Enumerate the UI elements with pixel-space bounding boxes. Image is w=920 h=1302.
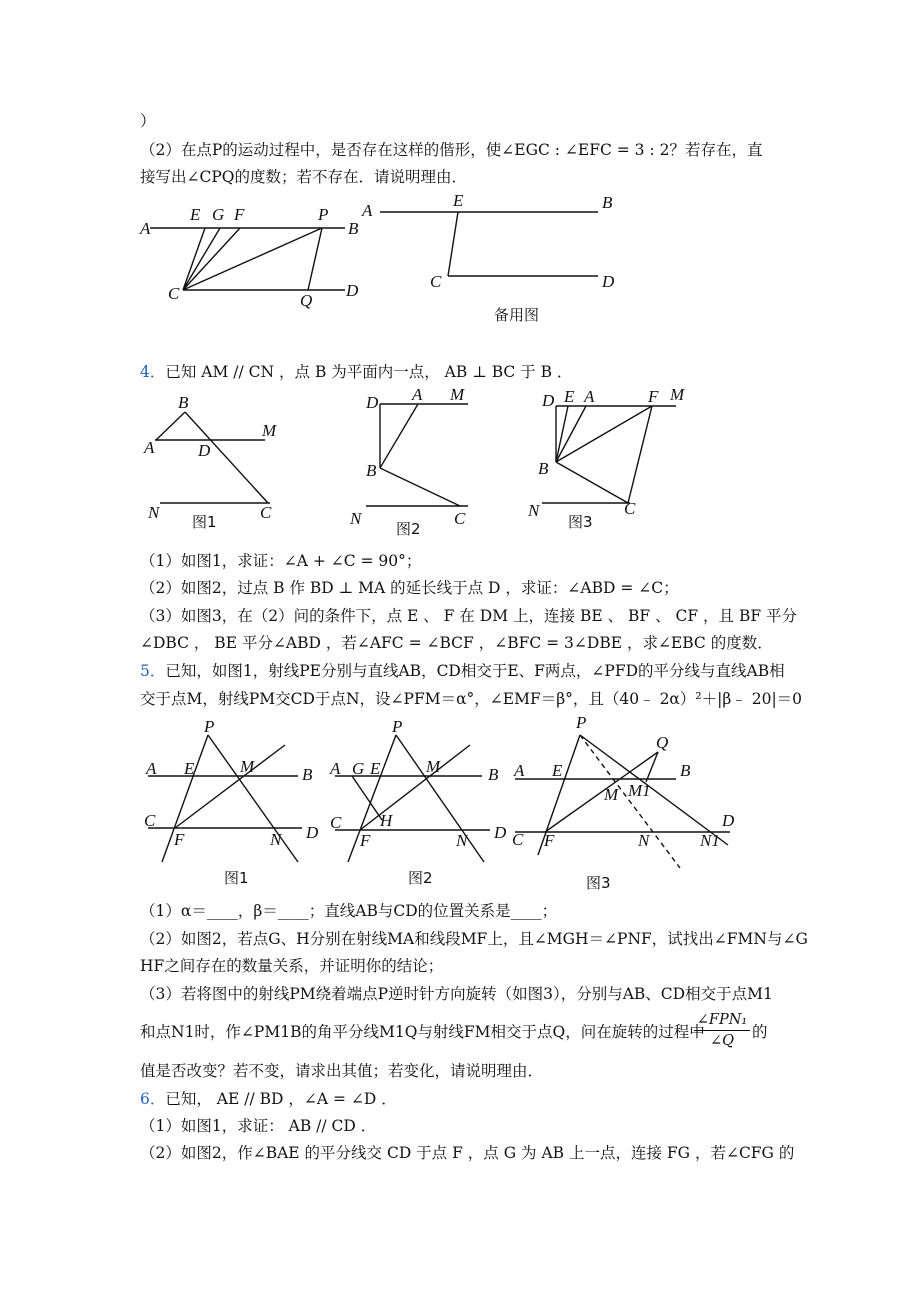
label: D [366, 393, 379, 412]
fraction-denominator: ∠Q [709, 1033, 735, 1049]
label: P [392, 717, 403, 736]
label: A [584, 387, 595, 406]
label: E [552, 761, 563, 780]
label: E [564, 387, 575, 406]
question-6 [140, 1088, 780, 1110]
label: N [148, 503, 160, 522]
text-line: （2）在点P的运动过程中，是否存在这样的偕形，使∠EGC : ∠EFC = 3 : 2？若存在，直 [140, 141, 763, 159]
label: M [670, 385, 685, 404]
label: N [456, 831, 468, 850]
label: P [204, 717, 215, 736]
caption: 图3 [568, 513, 593, 531]
label: A [140, 219, 151, 238]
text-line: （3）如图3，在（2）问的条件下，点 E 、 F 在 DM 上，连接 BE 、 BF 、 CF ，且 BF 平分 [140, 607, 798, 625]
label: B [348, 219, 359, 238]
label: B [680, 761, 691, 780]
fraction-tail: 的 [752, 1023, 768, 1041]
label: Q [300, 291, 313, 310]
question-text: 已知，如图1，射线PE分别与直线AB，CD相交于E、F两点，∠PFD的平分线与直线AB相 [165, 662, 785, 680]
text-line: 和点N1时，作∠PM1B的角平分线M1Q与射线FM相交于点Q，问在旋转的过程中 [140, 1023, 705, 1041]
label: B [538, 459, 549, 478]
label: F [234, 205, 245, 224]
label: P [576, 713, 587, 732]
label: N [350, 509, 362, 528]
text-line: （2）如图2，作∠BAE 的平分线交 CD 于点 F ，点 G 为 AB 上一点，连接 FG ，若∠CFG 的 [140, 1144, 795, 1162]
label: D [494, 823, 507, 842]
label: C [454, 509, 466, 528]
label: B [302, 765, 313, 784]
label: A [146, 759, 157, 778]
fraction-numerator: ∠FPN₁ [694, 1010, 750, 1031]
label: C [260, 503, 272, 522]
label: Q [656, 733, 669, 752]
label: C [624, 499, 636, 518]
caption: 图3 [586, 874, 611, 892]
text-line: （1）如图1，求证：∠A + ∠C = 90°； [140, 552, 422, 570]
label: E [370, 759, 381, 778]
label: B [488, 765, 499, 784]
label: G [352, 759, 365, 778]
question-number: 4． [140, 363, 166, 381]
label: D [542, 391, 555, 410]
fraction [694, 1010, 750, 1051]
text-line: （1）如图1，求证： AB // CD ． [140, 1117, 377, 1135]
label: E [453, 191, 464, 210]
text-line: HF之间存在的数量关系，并证明你的结论； [140, 957, 444, 975]
label: P [318, 205, 329, 224]
label: C [330, 813, 342, 832]
label: B [366, 461, 377, 480]
label: N [270, 830, 282, 849]
label: C [512, 830, 524, 849]
caption: 图1 [224, 869, 249, 887]
label: F [360, 831, 371, 850]
label: A [330, 759, 341, 778]
label: C [430, 272, 442, 291]
label: C [144, 811, 156, 830]
label: A [144, 438, 155, 457]
label: B [178, 393, 189, 412]
text-line: 接写出∠CPQ的度数；若不存在．请说明理由． [140, 168, 467, 186]
caption: 图2 [408, 869, 433, 887]
text-line: 值是否改变？若不变，请求出其值；若变化，请说明理由． [140, 1062, 544, 1080]
caption: 备用图 [494, 306, 540, 324]
text-line: （2）如图2，过点 B 作 BD ⊥ MA 的延长线于点 D ，求证：∠ABD = ∠C； [140, 579, 679, 597]
label: M1 [628, 781, 651, 800]
text-line: ） [140, 112, 156, 130]
question-text: 已知 AM // CN ，点 B 为平面内一点， AB ⊥ BC 于 B ． [165, 363, 573, 381]
label: A [362, 201, 373, 220]
caption: 图2 [396, 520, 421, 538]
question-text: 已知， AE // BD ，∠A = ∠D ． [165, 1090, 397, 1108]
label: B [602, 193, 613, 212]
text-line: （3）若将图中的射线PM绕着端点P逆时针方向旋转（如图3），分别与AB、CD相交于点M1 [140, 985, 773, 1003]
label: D [306, 823, 319, 842]
text-line: ∠DBC ， BE 平分∠ABD ，若∠AFC = ∠BCF ，∠BFC = 3∠DBE ，求∠EBC 的度数． [140, 634, 773, 652]
label: D [198, 441, 211, 460]
text-line: 交于点M，射线PM交CD于点N，设∠PFM＝α°，∠EMF＝β°，且（40﹣ 2α）²＋|β﹣ 20|＝0 [140, 690, 803, 708]
label: F [648, 387, 659, 406]
label: D [602, 272, 615, 291]
label: E [184, 759, 195, 778]
question-number: 6． [140, 1090, 166, 1108]
text-line: （2）如图2，若点G、H分别在射线MA和线段MF上，且∠MGH＝∠PNF，试找出∠FMN与∠G [140, 930, 808, 948]
label: D [346, 281, 359, 300]
label: A [412, 385, 423, 404]
label: G [212, 205, 225, 224]
label: M [604, 785, 619, 804]
label: H [380, 811, 393, 830]
label: N1 [700, 831, 720, 850]
label: C [168, 284, 180, 303]
label: D [722, 811, 735, 830]
label: F [174, 830, 185, 849]
label: N [528, 501, 540, 520]
label: M [240, 757, 255, 776]
caption: 图1 [192, 513, 217, 531]
label: E [190, 205, 201, 224]
question-number: 5． [140, 662, 166, 680]
label: N [638, 831, 650, 850]
label: F [544, 831, 555, 850]
label: A [514, 761, 525, 780]
text-line: （1）α＝____，β＝____；直线AB与CD的位置关系是____； [140, 902, 558, 920]
label: M [426, 757, 441, 776]
label: M [450, 385, 465, 404]
label: M [262, 421, 277, 440]
